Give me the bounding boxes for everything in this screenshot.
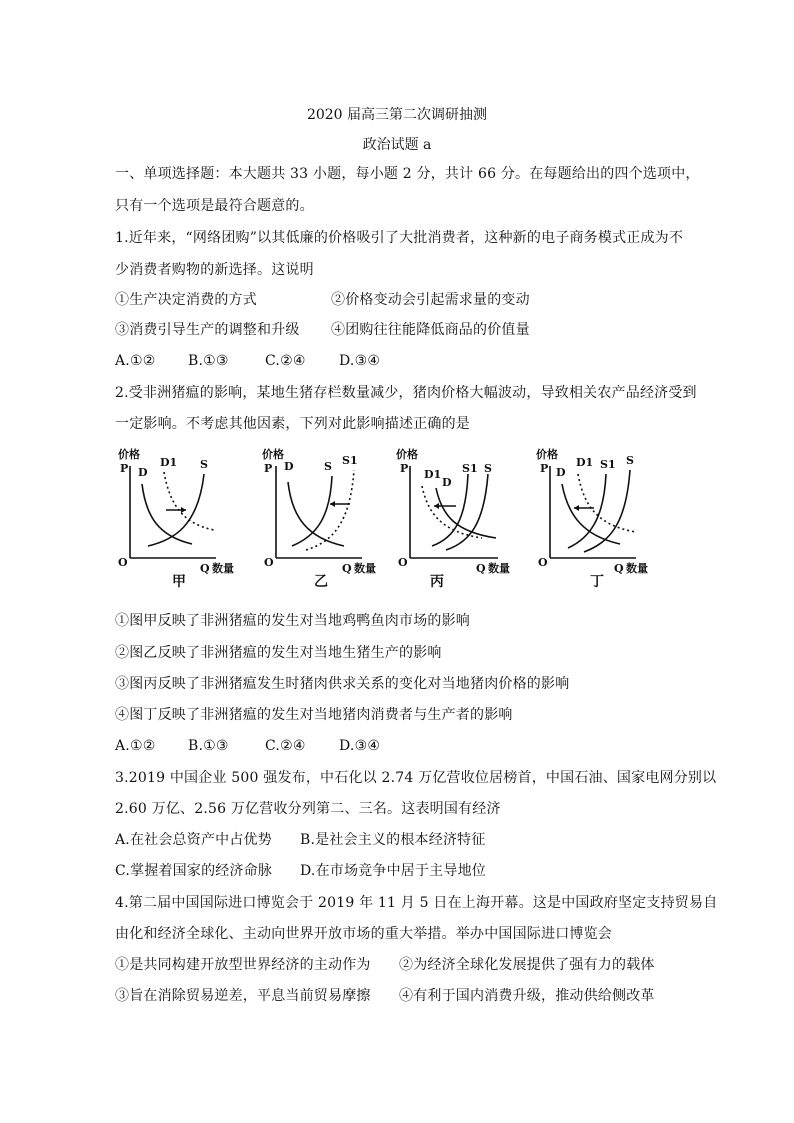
q1-statement-row1 (115, 290, 530, 310)
graph-ding-qty-label: 数量 (626, 562, 648, 575)
graph-bing-s1-label: S1 (462, 462, 478, 475)
q2-statement-2: ②图乙反映了非洲猪瘟的发生对当地生猪生产的影响 (115, 645, 442, 661)
q2-stem-line2: 一定影响。不考虑其他因素，下列对此影响描述正确的是 (115, 416, 470, 432)
graph-jia-s-label: S (200, 458, 208, 471)
q1-stem-line1: 1.近年来，“网络团购”以其低廉的价格吸引了大批消费者，这种新的电子商务模式正成为不 (115, 230, 684, 246)
graph-ding (532, 446, 682, 590)
graph-jia-p-label: P (120, 462, 129, 475)
q3-option-d[interactable]: D.在市场竞争中居于主导地位 (300, 863, 486, 879)
graph-bing-d-label: D (442, 476, 452, 489)
graph-ding-caption: 丁 (590, 574, 604, 590)
q1-option-b[interactable]: B.①③ (188, 353, 229, 369)
q1-options (115, 351, 380, 371)
graph-bing-arrowhead (434, 503, 439, 509)
q1-statement-4: ④团购往往能降低商品的价值量 (331, 322, 530, 338)
graph-jia-price-label: 价格 (118, 448, 140, 461)
graph-yi-s1-curve (306, 470, 354, 550)
graph-ding-d1-label: D1 (576, 456, 594, 469)
q1-option-c[interactable]: C.②④ (265, 353, 306, 369)
graph-bing-d1-label: D1 (424, 468, 442, 481)
graph-yi-d-curve (288, 482, 344, 546)
graph-bing-origin: O (398, 556, 408, 569)
q3-options-row1 (115, 830, 486, 850)
graph-ding-price-label: 价格 (536, 448, 558, 461)
exam-title: 2020 届高三第二次调研抽测 (306, 107, 488, 123)
q2-stem-line1: 2.受非洲猪瘟的影响，某地生猪存栏数量减少，猪肉价格大幅波动，导致相关农产品经济受到 (115, 385, 697, 401)
q4-statement-3: ③旨在消除贸易逆差，平息当前贸易摩擦 (115, 988, 371, 1004)
graph-yi-origin: O (264, 556, 274, 569)
q3-option-b[interactable]: B.是社会主义的根本经济特征 (300, 832, 486, 848)
graph-jia-arrowhead (181, 507, 186, 513)
graph-ding-d1-curve (578, 474, 636, 532)
graph-yi-s-curve (292, 476, 332, 546)
graph-yi (258, 446, 408, 590)
graph-bing-caption: 丙 (430, 574, 444, 590)
graph-ding-arrowhead (574, 505, 579, 511)
q4-statement-4: ④有利于国内消费升级，推动供给侧改革 (399, 988, 655, 1004)
graph-ding-d-label: D (556, 466, 566, 479)
graph-ding-s1-label: S1 (600, 458, 616, 471)
graph-jia-d-label: D (138, 466, 148, 479)
q2-option-d[interactable]: D.③④ (339, 738, 381, 754)
q1-stem-line2: 少消费者购物的新选择。这说明 (115, 262, 314, 278)
graph-ding-s-label: S (626, 454, 634, 467)
q1-statement-3: ③消费引导生产的调整和升级 (115, 322, 300, 338)
graph-jia-caption: 甲 (172, 574, 186, 590)
q4-statement-2: ②为经济全球化发展提供了强有力的载体 (399, 957, 655, 973)
q3-option-c[interactable]: C.掌握着国家的经济命脉 (115, 863, 273, 879)
graph-bing-qty-label: 数量 (488, 562, 510, 575)
q2-statement-4: ④图丁反映了非洲猪瘟的发生对当地猪肉消费者与生产者的影响 (115, 707, 513, 723)
q3-option-a[interactable]: A.在社会总资产中占优势 (115, 832, 272, 848)
section-instructions-line2: 只有一个选项是最符合题意的。 (115, 198, 314, 214)
graph-jia-d1-label: D1 (160, 456, 178, 469)
graph-yi-arrowhead (330, 501, 335, 507)
q4-stem-line1: 4.第二届中国国际进口博览会于 2019 年 11 月 5 日在上海开幕。这是中国政府坚定支持贸易自 (115, 895, 718, 911)
graph-jia-origin: O (118, 556, 128, 569)
graph-yi-s1-label: S1 (342, 454, 358, 467)
q1-option-d[interactable]: D.③④ (339, 353, 381, 369)
graph-jia-qty-label: 数量 (212, 562, 234, 575)
q2-option-a[interactable]: A.①② (115, 738, 156, 754)
graph-bing-p-label: P (400, 462, 409, 475)
q2-statement-3: ③图丙反映了非洲猪瘟发生时猪肉供求关系的变化对当地猪肉价格的影响 (115, 676, 570, 692)
graph-yi-d-label: D (284, 460, 294, 473)
graph-bing (392, 446, 542, 590)
graph-yi-qty-label: 数量 (354, 562, 376, 575)
q2-option-c[interactable]: C.②④ (265, 738, 306, 754)
graph-ding-p-label: P (540, 462, 549, 475)
q1-statement-2: ②价格变动会引起需求量的变动 (331, 292, 530, 308)
q4-statement-1: ①是共同构建开放型世界经济的主动作为 (115, 957, 371, 973)
q4-statement-row1 (115, 955, 655, 975)
graph-yi-p-label: P (264, 462, 273, 475)
graph-jia (112, 446, 262, 590)
q2-statement-1: ①图甲反映了非洲猪瘟的发生对当地鸡鸭鱼肉市场的影响 (115, 613, 470, 629)
q3-stem-line2: 2.60 万亿、2.56 万亿营收分列第二、三名。这表明国有经济 (115, 801, 501, 817)
q3-stem-line1: 3.2019 中国企业 500 强发布，中石化以 2.74 万亿营收位居榜首，中国石油、国家电网分别以 (115, 770, 717, 786)
graph-yi-caption: 乙 (314, 574, 328, 590)
graph-bing-q-label: Q (476, 562, 486, 575)
q3-options-row2 (115, 861, 486, 881)
q2-option-b[interactable]: B.①③ (188, 738, 229, 754)
q1-statement-1: ①生产决定消费的方式 (115, 292, 257, 308)
graph-bing-s-label: S (484, 462, 492, 475)
q2-options (115, 736, 380, 756)
graph-ding-q-label: Q (614, 562, 624, 575)
graph-ding-origin: O (538, 556, 548, 569)
graph-jia-q-label: Q (200, 562, 210, 575)
q1-statement-row2 (115, 320, 530, 340)
graph-jia-d-curve (142, 484, 192, 544)
q4-statement-row2 (115, 986, 655, 1006)
graph-ding-d-curve (562, 484, 620, 544)
section-instructions-line1: 一、单项选择题：本大题共 33 小题，每小题 2 分，共计 66 分。在每题给出的四个选项中， (115, 166, 700, 182)
graph-yi-price-label: 价格 (262, 448, 284, 461)
graph-bing-price-label: 价格 (396, 448, 418, 461)
q1-option-a[interactable]: A.①② (115, 353, 156, 369)
q4-stem-line2: 由化和经济全球化、主动向世界开放市场的重大举措。举办中国国际进口博览会 (115, 926, 612, 942)
graph-yi-q-label: Q (342, 562, 352, 575)
exam-subtitle: 政治试题 a (362, 137, 432, 153)
graph-yi-s-label: S (324, 460, 332, 473)
